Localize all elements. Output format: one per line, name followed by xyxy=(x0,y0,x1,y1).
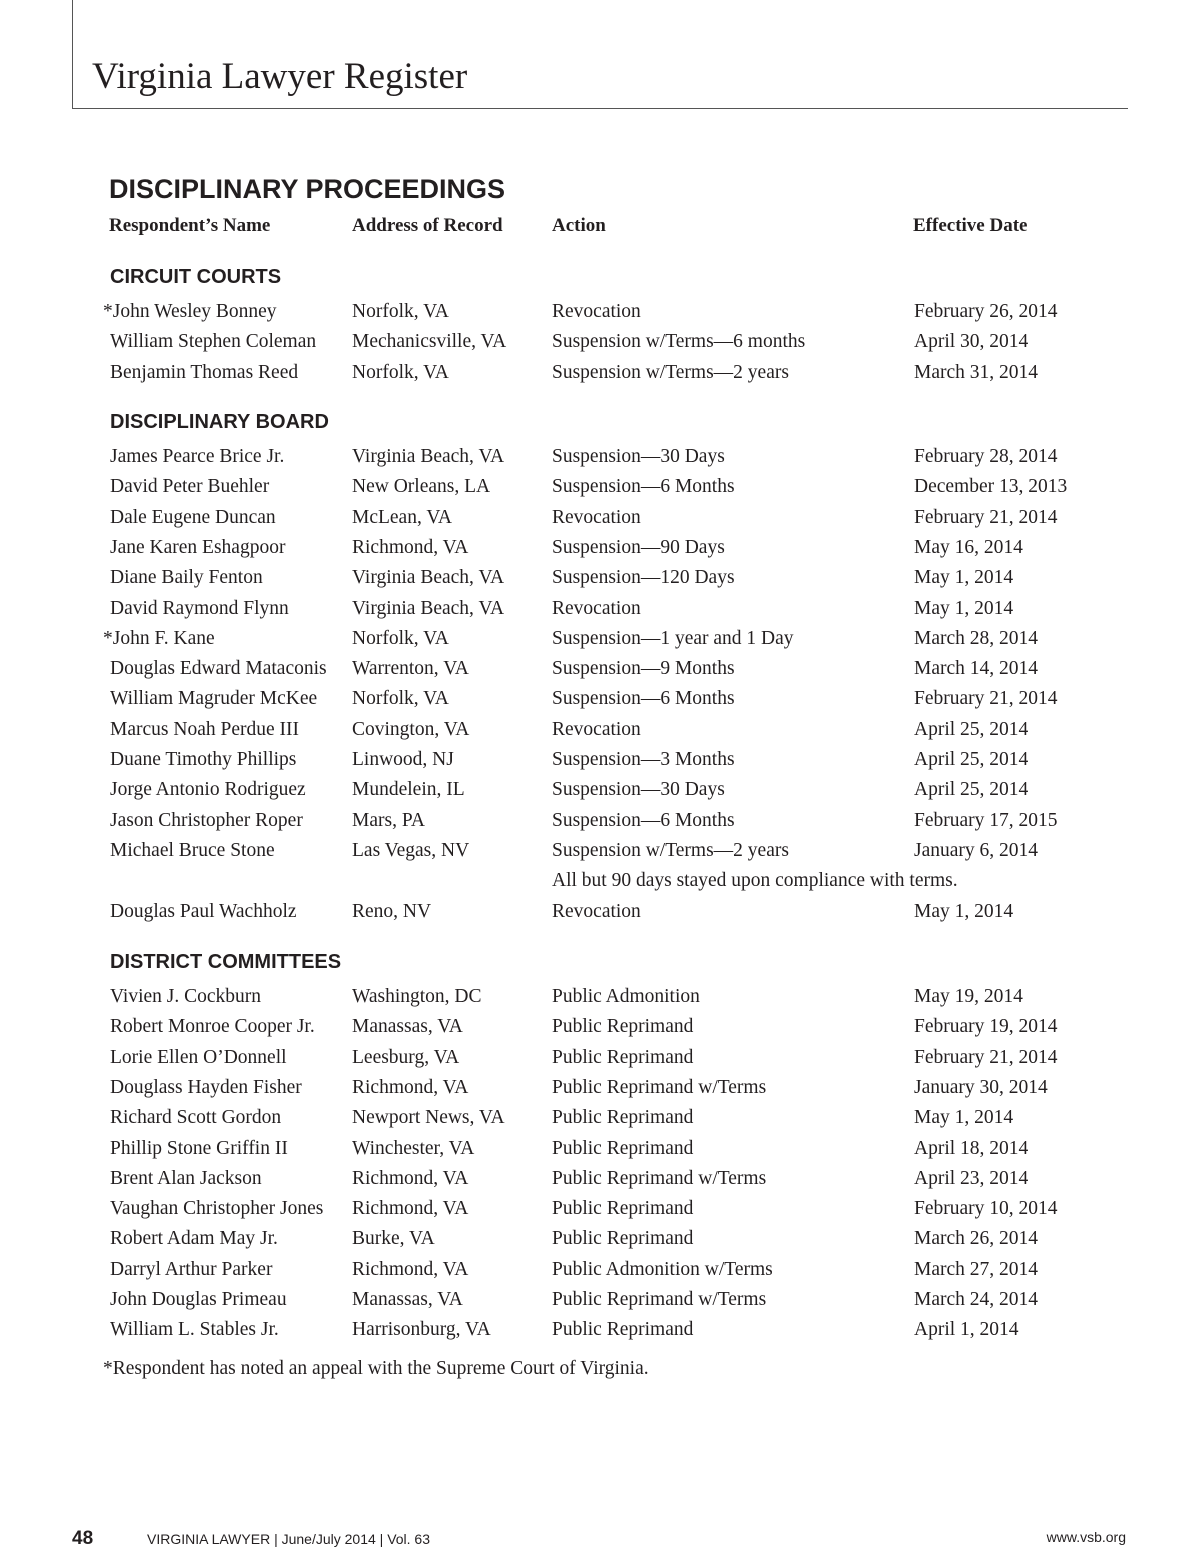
table-row xyxy=(0,1320,1200,1350)
effective-date: March 24, 2014 xyxy=(914,1289,1039,1310)
address-of-record: Richmond, VA xyxy=(352,536,469,558)
table-row xyxy=(0,841,1200,871)
effective-date: March 26, 2014 xyxy=(914,1228,1039,1250)
group-heading-circuit-courts: CIRCUIT COURTS xyxy=(110,266,282,288)
action: Public Reprimand xyxy=(552,1228,694,1250)
address-of-record: Richmond, VA xyxy=(352,1198,469,1220)
footer-publication: VIRGINIA LAWYER | June/July 2014 | Vol. 63 xyxy=(147,1531,431,1547)
table-row xyxy=(0,508,1200,538)
address-of-record: Richmond, VA xyxy=(352,1258,469,1280)
address-of-record: Washington, DC xyxy=(352,986,482,1007)
table-row xyxy=(0,689,1200,719)
respondent-name: Jorge Antonio Rodriguez xyxy=(110,779,306,801)
table-row xyxy=(0,1169,1200,1199)
action: Public Reprimand xyxy=(552,1137,694,1159)
table-row xyxy=(0,902,1200,932)
respondent-name: Douglas Edward Mataconis xyxy=(110,658,327,680)
address-of-record: Covington, VA xyxy=(352,718,470,740)
action: Suspension—120 Days xyxy=(552,567,735,589)
effective-date: April 25, 2014 xyxy=(914,779,1029,801)
section-title: DISCIPLINARY PROCEEDINGS xyxy=(109,174,506,204)
action: Suspension—6 Months xyxy=(552,688,735,710)
address-of-record: Harrisonburg, VA xyxy=(352,1319,491,1341)
address-of-record: Mechanicsville, VA xyxy=(352,331,507,353)
table-row xyxy=(0,568,1200,598)
table-row xyxy=(0,780,1200,810)
respondent-name: William L. Stables Jr. xyxy=(110,1319,279,1341)
effective-date: May 1, 2014 xyxy=(914,597,1014,619)
column-header-address: Address of Record xyxy=(352,215,503,236)
respondent-name: James Pearce Brice Jr. xyxy=(110,446,285,467)
respondent-name: Douglass Hayden Fisher xyxy=(110,1076,302,1098)
effective-date: March 14, 2014 xyxy=(914,658,1039,680)
address-of-record: Norfolk, VA xyxy=(352,688,449,710)
effective-date: February 28, 2014 xyxy=(914,446,1058,467)
action: Suspension—1 year and 1 Day xyxy=(552,627,794,649)
address-of-record: Virginia Beach, VA xyxy=(352,446,505,467)
table-row xyxy=(0,302,1200,332)
effective-date: December 13, 2013 xyxy=(914,476,1068,498)
action: Public Reprimand xyxy=(552,1107,694,1129)
action: Suspension w/Terms—2 years xyxy=(552,361,789,383)
table-row xyxy=(0,1048,1200,1078)
action: Suspension—6 Months xyxy=(552,476,735,498)
table-row xyxy=(0,871,1200,901)
address-of-record: Warrenton, VA xyxy=(352,658,469,680)
effective-date: February 19, 2014 xyxy=(914,1016,1058,1038)
header-rule-vertical xyxy=(72,0,73,109)
effective-date: January 30, 2014 xyxy=(914,1076,1048,1098)
address-of-record: Richmond, VA xyxy=(352,1167,469,1189)
effective-date: April 18, 2014 xyxy=(914,1137,1029,1159)
effective-date: April 1, 2014 xyxy=(914,1319,1019,1341)
table-row xyxy=(0,720,1200,750)
effective-date: May 1, 2014 xyxy=(914,567,1014,589)
table-row xyxy=(0,447,1200,477)
table-row xyxy=(0,750,1200,780)
table-row xyxy=(0,332,1200,362)
address-of-record: Virginia Beach, VA xyxy=(352,567,505,589)
effective-date: February 21, 2014 xyxy=(914,1046,1058,1068)
effective-date: March 31, 2014 xyxy=(914,361,1039,383)
header-rule-horizontal xyxy=(72,108,1128,109)
table-row xyxy=(0,1017,1200,1047)
address-of-record: Las Vegas, NV xyxy=(352,839,470,861)
footer-website: www.vsb.org xyxy=(1046,1529,1126,1545)
respondent-name: Michael Bruce Stone xyxy=(110,839,275,861)
effective-date: May 1, 2014 xyxy=(914,1107,1014,1129)
action: Revocation xyxy=(552,301,641,322)
effective-date: May 19, 2014 xyxy=(914,986,1023,1007)
respondent-name: Richard Scott Gordon xyxy=(110,1107,282,1129)
respondent-name: David Raymond Flynn xyxy=(110,597,289,619)
table-row xyxy=(0,1199,1200,1229)
effective-date: April 25, 2014 xyxy=(914,749,1029,770)
effective-date: February 17, 2015 xyxy=(914,809,1058,831)
address-of-record: Linwood, NJ xyxy=(352,749,454,770)
page-number: 48 xyxy=(72,1528,94,1549)
address-of-record: Manassas, VA xyxy=(352,1016,463,1038)
respondent-name: William Magruder McKee xyxy=(110,688,318,710)
table-row xyxy=(0,659,1200,689)
respondent-name: Lorie Ellen O’Donnell xyxy=(110,1046,287,1068)
action: Suspension w/Terms—2 years xyxy=(552,839,789,861)
table-row xyxy=(0,1229,1200,1259)
respondent-name: Phillip Stone Griffin II xyxy=(110,1137,288,1159)
action: Suspension—30 Days xyxy=(552,446,725,467)
action: Suspension—90 Days xyxy=(552,536,725,558)
effective-date: March 27, 2014 xyxy=(914,1258,1039,1280)
table-row xyxy=(0,477,1200,507)
table-row xyxy=(0,629,1200,659)
action: Public Reprimand xyxy=(552,1016,694,1038)
table-row xyxy=(0,538,1200,568)
respondent-name: Marcus Noah Perdue III xyxy=(110,718,299,740)
effective-date: April 30, 2014 xyxy=(914,331,1029,353)
address-of-record: Burke, VA xyxy=(352,1228,435,1250)
respondent-name: Darryl Arthur Parker xyxy=(110,1258,273,1280)
running-head: Virginia Lawyer Register xyxy=(92,56,468,97)
respondent-name: Jason Christopher Roper xyxy=(110,809,303,831)
address-of-record: Winchester, VA xyxy=(352,1137,475,1159)
action: Suspension—30 Days xyxy=(552,779,725,801)
column-header-action: Action xyxy=(552,215,606,236)
address-of-record: Leesburg, VA xyxy=(352,1046,460,1068)
effective-date: May 1, 2014 xyxy=(914,900,1014,922)
action: Revocation xyxy=(552,597,641,619)
respondent-name: Benjamin Thomas Reed xyxy=(110,361,299,383)
effective-date: March 28, 2014 xyxy=(914,627,1039,649)
effective-date: January 6, 2014 xyxy=(914,839,1039,861)
table-row xyxy=(0,1260,1200,1290)
effective-date: February 10, 2014 xyxy=(914,1198,1058,1220)
column-header-name: Respondent’s Name xyxy=(109,215,271,236)
action: Public Reprimand xyxy=(552,1319,694,1341)
address-of-record: Reno, NV xyxy=(352,900,432,922)
respondent-name: Douglas Paul Wachholz xyxy=(110,900,297,922)
group-heading-disciplinary-board: DISCIPLINARY BOARD xyxy=(110,411,329,433)
table-row xyxy=(0,1078,1200,1108)
respondent-name: Jane Karen Eshagpoor xyxy=(110,536,286,558)
effective-date: April 23, 2014 xyxy=(914,1167,1029,1189)
respondent-name: Vaughan Christopher Jones xyxy=(110,1198,324,1220)
action: Revocation xyxy=(552,506,641,528)
address-of-record: Norfolk, VA xyxy=(352,361,449,383)
respondent-name: Dale Eugene Duncan xyxy=(110,506,276,528)
action: Public Admonition w/Terms xyxy=(552,1258,773,1280)
address-of-record: Richmond, VA xyxy=(352,1076,469,1098)
table-row xyxy=(0,1108,1200,1138)
address-of-record: Mundelein, IL xyxy=(352,779,465,801)
table-row xyxy=(0,1290,1200,1320)
address-of-record: Virginia Beach, VA xyxy=(352,597,505,619)
action: Public Reprimand w/Terms xyxy=(552,1289,767,1310)
address-of-record: New Orleans, LA xyxy=(352,476,491,498)
address-of-record: Norfolk, VA xyxy=(352,627,449,649)
address-of-record: Newport News, VA xyxy=(352,1107,505,1129)
respondent-name: *John F. Kane xyxy=(103,627,215,649)
action: Suspension—6 Months xyxy=(552,809,735,831)
table-row xyxy=(0,599,1200,629)
footnote: *Respondent has noted an appeal with the Supreme Court of Virginia. xyxy=(103,1358,649,1379)
effective-date: May 16, 2014 xyxy=(914,536,1023,558)
action: Revocation xyxy=(552,718,641,740)
table-row xyxy=(0,363,1200,393)
action: Public Reprimand w/Terms xyxy=(552,1076,767,1098)
table-row xyxy=(0,1139,1200,1169)
respondent-name: Robert Monroe Cooper Jr. xyxy=(110,1016,315,1038)
respondent-name: David Peter Buehler xyxy=(110,476,270,498)
respondent-name: John Douglas Primeau xyxy=(110,1289,287,1310)
table-row xyxy=(0,811,1200,841)
effective-date: February 21, 2014 xyxy=(914,506,1058,528)
action: Suspension—9 Months xyxy=(552,658,735,680)
group-heading-district-committees: DISTRICT COMMITTEES xyxy=(110,951,342,973)
action: Suspension—3 Months xyxy=(552,749,735,770)
effective-date: February 26, 2014 xyxy=(914,301,1058,322)
column-header-date: Effective Date xyxy=(913,215,1028,236)
table-row xyxy=(0,987,1200,1017)
respondent-name: Brent Alan Jackson xyxy=(110,1167,262,1189)
action: Revocation xyxy=(552,900,641,922)
action: Public Reprimand w/Terms xyxy=(552,1167,767,1189)
action: Public Admonition xyxy=(552,986,700,1007)
action: Public Reprimand xyxy=(552,1198,694,1220)
respondent-name: Duane Timothy Phillips xyxy=(110,749,297,770)
address-of-record: Mars, PA xyxy=(352,809,425,831)
action: All but 90 days stayed upon compliance with terms. xyxy=(552,870,958,892)
respondent-name: William Stephen Coleman xyxy=(110,331,317,353)
effective-date: April 25, 2014 xyxy=(914,718,1029,740)
action: Public Reprimand xyxy=(552,1046,694,1068)
address-of-record: Norfolk, VA xyxy=(352,301,449,322)
effective-date: February 21, 2014 xyxy=(914,688,1058,710)
action: Suspension w/Terms—6 months xyxy=(552,331,806,353)
address-of-record: McLean, VA xyxy=(352,506,453,528)
respondent-name: *John Wesley Bonney xyxy=(103,301,277,322)
respondent-name: Diane Baily Fenton xyxy=(110,567,263,589)
respondent-name: Vivien J. Cockburn xyxy=(110,986,262,1007)
address-of-record: Manassas, VA xyxy=(352,1289,463,1310)
respondent-name: Robert Adam May Jr. xyxy=(110,1228,278,1250)
